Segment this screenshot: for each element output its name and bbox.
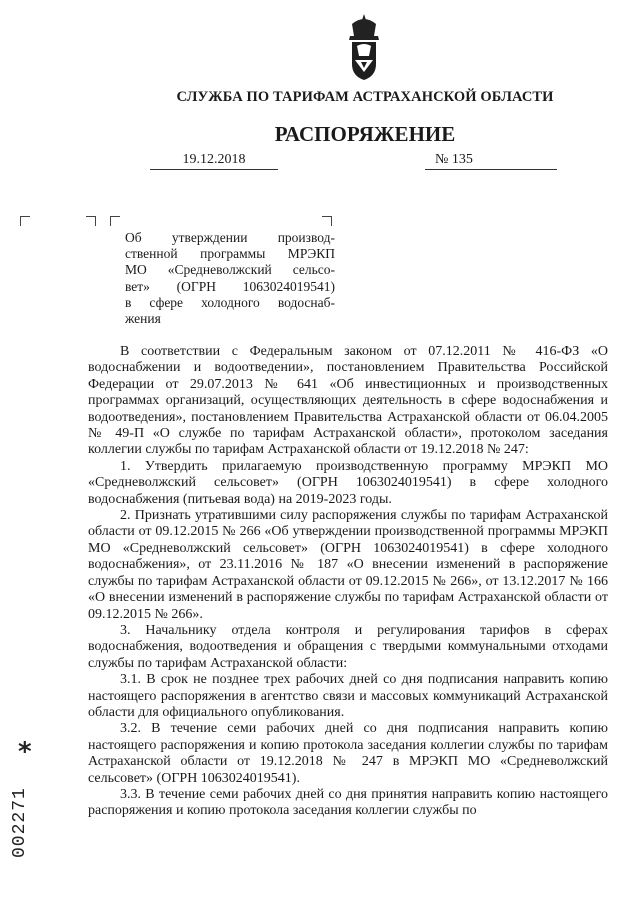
item-1-paragraph: 1. Утвердить прилагаемую производственную программу МРЭКП МО «Средневолжский сельсовет» (ОГРН 1063024019541) в сфере холодного водоснабжения (питьевая вода) на 2019-2023 годы. <box>88 458 608 507</box>
document-number: № 135 <box>425 152 557 170</box>
subject-line: ственной программы МРЭКП <box>125 246 335 262</box>
astrakhan-coat-of-arms-icon <box>343 12 385 82</box>
registration-code: 002271 <box>10 787 30 858</box>
organization-name: СЛУЖБА ПО ТАРИФАМ АСТРАХАНСКОЙ ОБЛАСТИ <box>176 89 554 105</box>
document-date: 19.12.2018 <box>150 152 278 170</box>
item-3-3-paragraph: 3.3. В течение семи рабочих дней со дня принятия направить копию настоящего распоряжения и копию протокола заседания коллегии службы по <box>88 786 608 819</box>
corner-mark <box>86 216 96 226</box>
subject-line: вет» (ОГРН 1063024019541) <box>125 278 335 294</box>
corner-mark <box>20 216 30 226</box>
item-3-2-paragraph: 3.2. В течение семи рабочих дней со дня подписания направить копию настоящего распоряжения и копию протокола заседания коллегии службы по тарифам Астраханской области от 19.12.2018 № 247 в МРЭКП МО «Средневолжский сельсовет» (ОГРН 1063024019541). <box>88 721 608 786</box>
document-type-title: РАСПОРЯЖЕНИЕ <box>274 122 456 146</box>
subject-line: в сфере холодного водоснаб- <box>125 294 335 310</box>
preamble-paragraph: В соответствии с Федеральным законом от 07.12.2011 № 416-ФЗ «О водоснабжении и водоотведении», постановлением Правительства Российской Федерации от 29.07.2013 № 641 «Об инвестиционных и производственных программах организаций, осуществляющих деятельность в сфере водоснабжения и водоотведения», постановлением Правительства Астраханской области от 06.04.2005 № 49-П «О службе по тарифам Астраханской области», протоколом заседания коллегии службы по тарифам Астраханской области от 19.12.2018 № 247: <box>88 344 608 458</box>
item-3-1-paragraph: 3.1. В срок не позднее трех рабочих дней со дня подписания направить копию настоящего распоряжения в агентство связи и массовых коммуникаций Астраханской области для официального опубликования. <box>88 672 608 720</box>
side-asterisk-mark: * <box>18 737 32 767</box>
subject-line: жения <box>125 311 161 327</box>
item-3-paragraph: 3. Начальнику отдела контроля и регулирования тарифов в сферах водоснабжения, водоотведения и обращения с твердыми коммунальными отходами службы по тарифам Астраханской области: <box>88 622 608 671</box>
item-2-paragraph: 2. Признать утратившими силу распоряжения службы по тарифам Астраханской области от 09.12.2015 № 266 «Об утверждении производственной программы МРЭКП МО «Средневолжский сельсовет» (ОГРН 1063024019541) в сфере холодного водоснабжения», от 23.11.2016 № 187 «О внесении изменений в распоряжение службы по тарифам Астраханской области от 09.12.2015 № 266», от 13.12.2017 № 166 «О внесении изменений в распоряжение службы по тарифам Астраханской области от 09.12.2015 № 266». <box>88 508 608 622</box>
corner-mark <box>110 216 120 226</box>
subject-line: Об утверждении производ- <box>125 230 335 245</box>
document-body <box>88 344 608 820</box>
subject-line: МО «Средневолжский сельсо- <box>125 262 335 278</box>
side-registration-stamp <box>6 738 46 858</box>
corner-mark <box>322 216 332 226</box>
document-subject <box>125 230 335 327</box>
